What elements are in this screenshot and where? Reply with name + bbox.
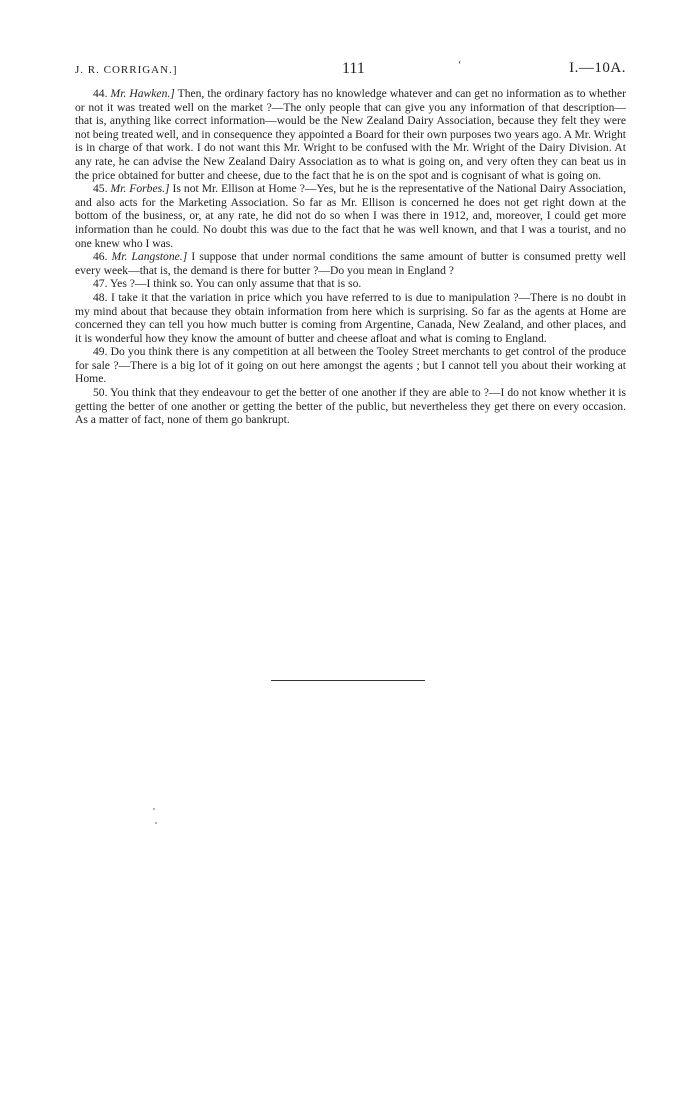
paragraph-number: 48. <box>93 290 108 304</box>
paragraph-text: Do you think there is any competition at all between the Tooley Street merchants to get control of the produce for sale ?—There is a big lot of it going on out here amongst the agents ; but I cannot tell you about their working at Home. <box>75 345 626 386</box>
paragraph-44 <box>75 87 626 182</box>
running-head-witness: J. R. CORRIGAN.] <box>75 64 178 76</box>
paragraph-text: Is not Mr. Ellison at Home ?—Yes, but he is the representative of the National Dairy Association, and also acts for the Marketing Association. So far as Mr. Ellison is concerned he does not get right down at the bottom of the business, or, at any rate, he did not do so when I was there in 1912, and, moreover, I could get more information than he could. No doubt this was due to the fact that he was well known, and that I was a tourist, and no one knew who I was. <box>75 182 626 250</box>
scan-speck <box>155 822 157 824</box>
paragraph-number: 45. <box>93 182 108 196</box>
section-end-rule <box>271 680 425 681</box>
paragraph-text: Yes ?—I think so. You can only assume that that is so. <box>107 277 362 291</box>
page-header <box>75 60 626 80</box>
paragraph-number: 46. <box>93 250 108 264</box>
paragraph-50 <box>75 386 626 427</box>
paragraph-48 <box>75 291 626 345</box>
paragraph-number: 44. <box>93 87 108 100</box>
paragraph-45 <box>75 182 626 250</box>
paragraph-text: You think that they endeavour to get the better of one another if they are able to ?—I do not know whether it is getting the better of one another or getting the better of the public, but nevertheless they get there on every occasion. As a matter of fact, none of them go bankrupt. <box>75 386 626 427</box>
speaker-name: Mr. Hawken.] <box>110 87 175 100</box>
paragraph-46 <box>75 250 626 277</box>
paragraph-47 <box>75 277 626 291</box>
speaker-name: Mr. Langstone.] <box>111 250 188 264</box>
evidence-body <box>75 87 626 427</box>
page-number: 111 <box>342 60 365 77</box>
paragraph-text: I suppose that under normal conditions the same amount of butter is consumed pretty well every week—that is, the demand is there for butter ?—Do you mean in England ? <box>75 250 626 277</box>
paragraph-49 <box>75 345 626 386</box>
document-reference: I.—10A. <box>569 60 626 76</box>
paragraph-text: I take it that the variation in price which you have referred to is due to manipulation ?—There is no doubt in my mind about that because they obtain information from here which is surprising. So far as the agents at Home are concerned they can tell you how much butter is coming from Argentine, Canada, New Zealand, and other places, and it is wonderful how they know the amount of butter and cheese afloat and what is coming to England. <box>75 290 626 345</box>
speaker-name: Mr. Forbes.] <box>110 182 170 196</box>
scan-speck <box>153 808 155 810</box>
paragraph-number: 49. <box>93 345 108 359</box>
paragraph-number: 50. <box>93 386 108 400</box>
paragraph-text: Then, the ordinary factory has no knowledge whatever and can get no information as to whether or not it was treated well on the market ?—The only people that can give you any information of that description—that is, anything like correct information—would be the New Zealand Dairy Association, because they felt they were not being treated well, and in consequence they appointed a Board for their own purposes two years ago. A Mr. Wright is in charge of that work. I do not want this Mr. Wright to be confused with the Mr. Wright of the Dairy Division. At any rate, he can advise the New Zealand Dairy Association as to what is going on, and very often they can beat us in the price obtained for butter and cheese, due to the fact that he is on the spot and is cognisant of what is going on. <box>75 87 626 182</box>
header-ink-mark: ‘ <box>458 60 462 71</box>
paragraph-number: 47. <box>93 277 108 291</box>
